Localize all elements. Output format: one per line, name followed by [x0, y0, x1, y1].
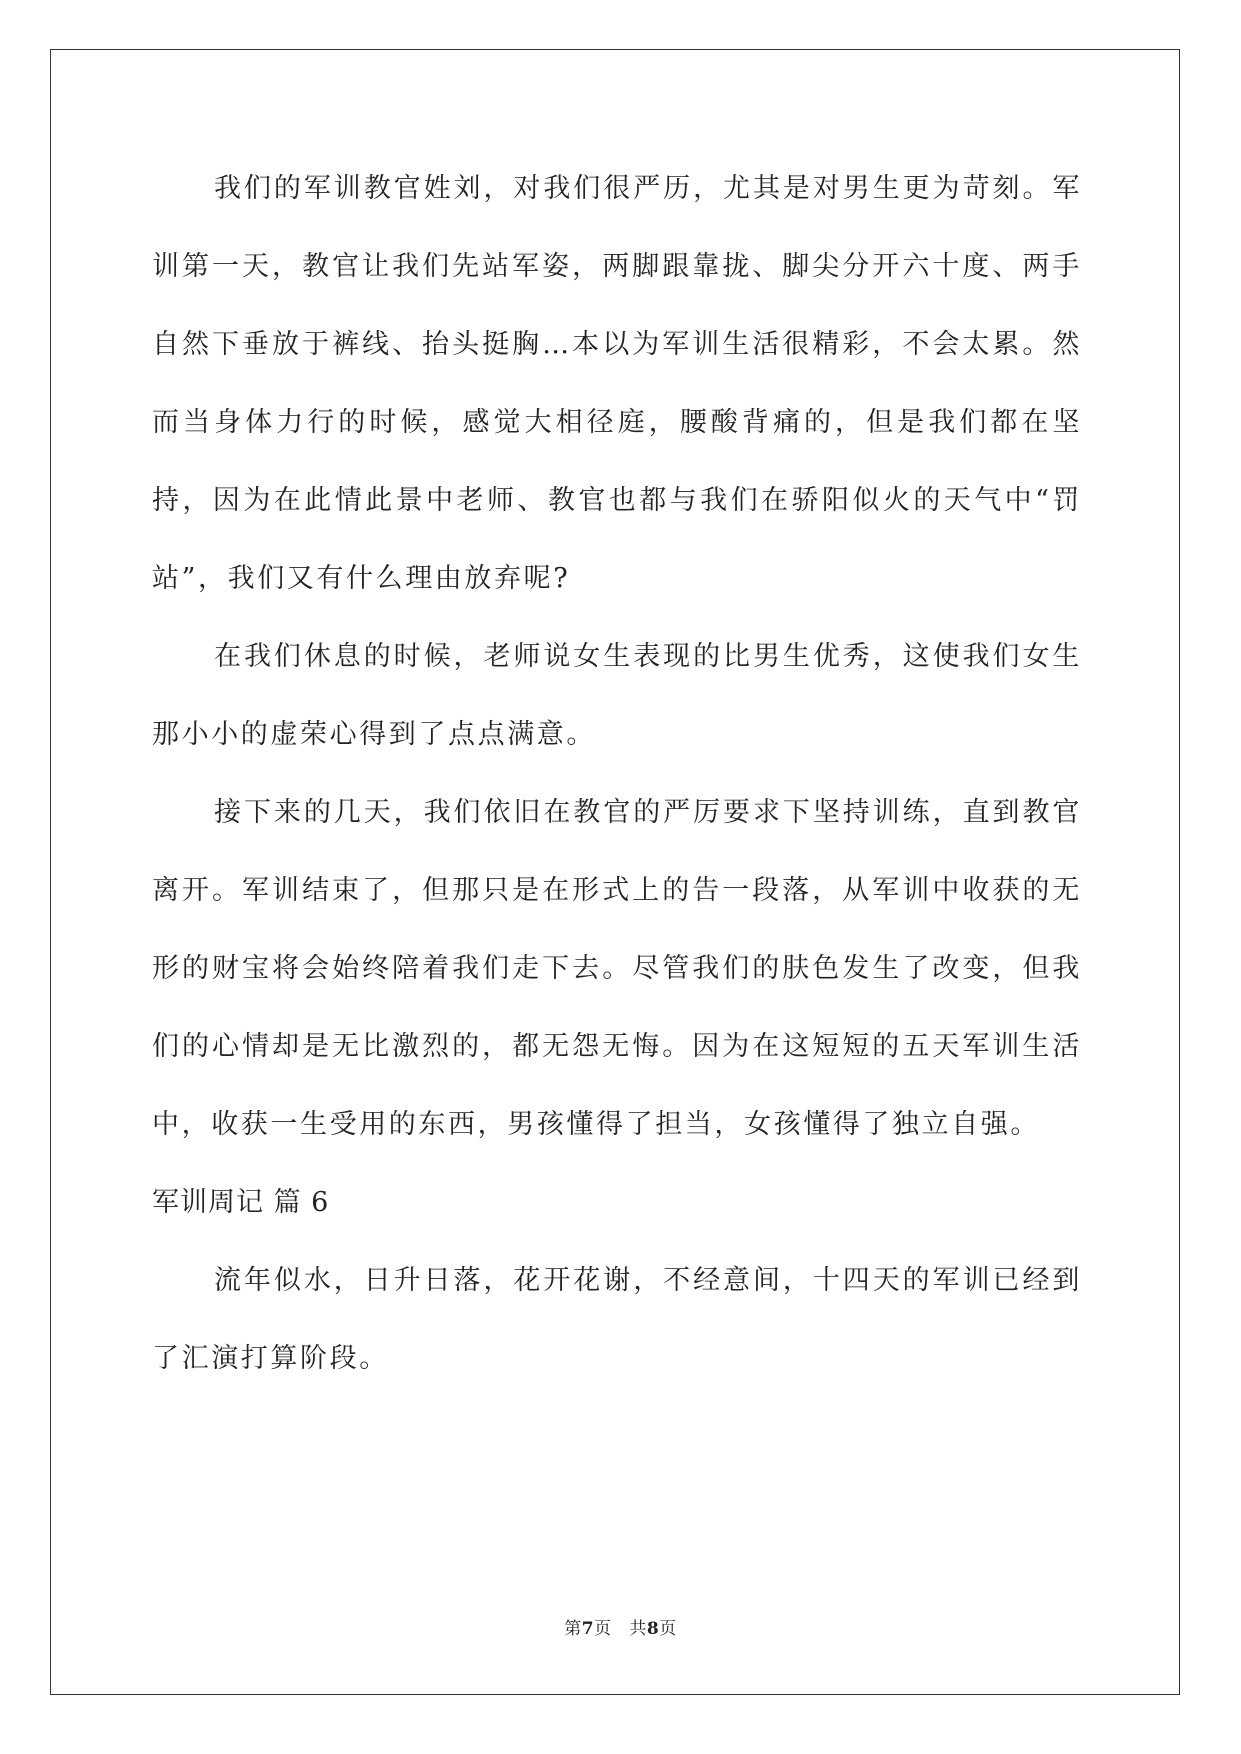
paragraph: 流年似水，日升日落，花开花谢，不经意间，十四天的军训已经到了汇演打算阶段。 — [152, 1265, 1082, 1374]
page-footer — [0, 1614, 1241, 1639]
paragraph: 在我们休息的时候，老师说女生表现的比男生优秀，这使我们女生那小小的虚荣心得到了点点满意。 — [152, 641, 1082, 750]
footer-prefix: 第 — [564, 1619, 582, 1639]
total-pages-number: 8 — [646, 1619, 660, 1639]
section-heading: 军训周记 篇 6 — [152, 1187, 330, 1218]
current-page-number: 7 — [581, 1619, 595, 1639]
document-body — [152, 150, 1082, 1398]
footer-total-prefix: 共 — [629, 1619, 647, 1639]
footer-total-suffix: 页 — [659, 1619, 677, 1639]
paragraph: 我们的军训教官姓刘，对我们很严历，尤其是对男生更为苛刻。军训第一天，教官让我们先站军姿，两脚跟靠拢、脚尖分开六十度、两手自然下垂放于裤线、抬头挺胸…本以为军训生活很精彩，不会太累。然而当身体力行的时候，感觉大相径庭，腰酸背痛的，但是我们都在坚持，因为在此情此景中老师、教官也都与我们在骄阳似火的天气中“罚站”，我们又有什么理由放弃呢? — [152, 173, 1082, 594]
footer-page-word: 页 — [594, 1619, 612, 1639]
paragraph: 接下来的几天，我们依旧在教官的严厉要求下坚持训练，直到教官离开。军训结束了，但那只是在形式上的告一段落，从军训中收获的无形的财宝将会始终陪着我们走下去。尽管我们的肤色发生了改变，但我们的心情却是无比激烈的，都无怨无悔。因为在这短短的五天军训生活中，收获一生受用的东西，男孩懂得了担当，女孩懂得了独立自强。 — [152, 797, 1082, 1140]
